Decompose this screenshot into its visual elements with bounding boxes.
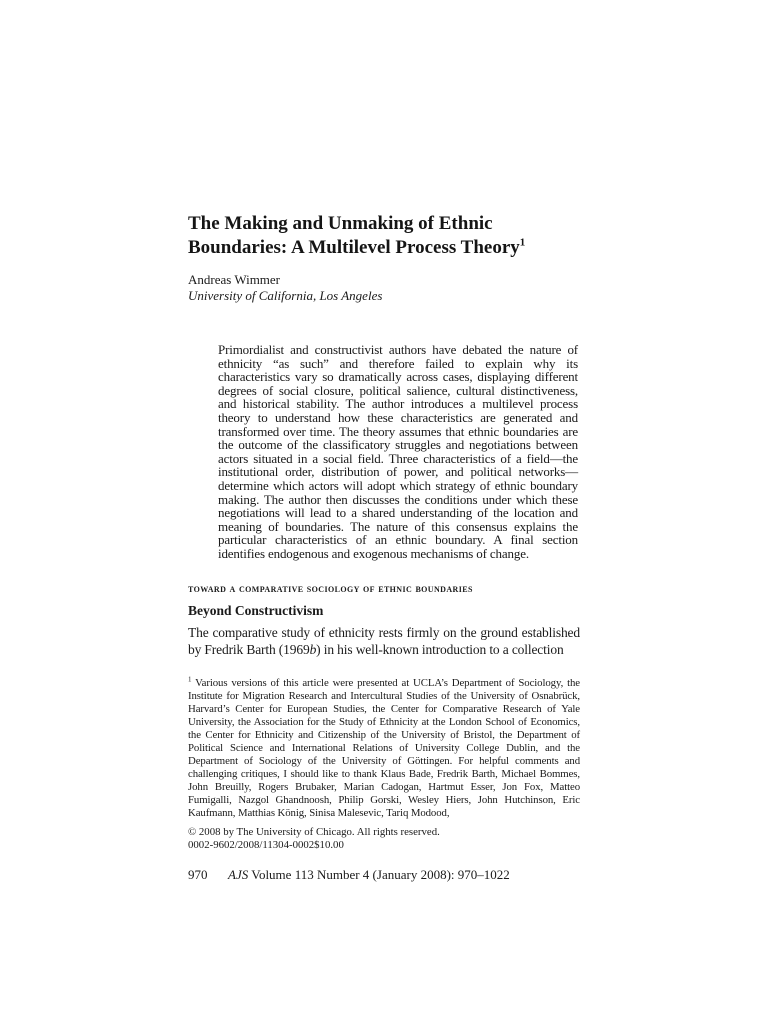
article-code: 0002-9602/2008/11304-0002$10.00	[188, 839, 344, 851]
author-affiliation: University of California, Los Angeles	[188, 288, 383, 303]
body-paragraph	[188, 624, 580, 658]
body-text-end: ) in his well-known introduction to a collection	[316, 642, 564, 657]
page-number: 970	[188, 867, 208, 882]
citation-year-suffix: b	[309, 642, 317, 657]
article-title-text: The Making and Unmaking of Ethnic Boundaries: A Multilevel Process Theory	[188, 213, 520, 258]
journal-citation: Volume 113 Number 4 (January 2008): 970–1022	[251, 867, 510, 882]
author-name: Andreas Wimmer	[188, 272, 281, 287]
copyright-notice: © 2008 by The University of Chicago. All rights reserved.	[188, 826, 440, 838]
footnote-text: Various versions of this article were presented at UCLA’s Department of Sociology, the Institute for Migration Research and Intercultural Studies of the University of Osnabrück, Harvard’s Center for European Studies, the Center for Comparative Research of Yale University, the Association for the Study of Ethnicity at the London School of Economics, the Center for Ethnicity and Citizenship of the University of Bristol, the Department of Political Science and International Relations of University College Dublin, and the Department of Sociology of the University of Göttingen. For helpful comments and challenging critiques, I should like to thank Klaus Bade, Fredrik Barth, Michael Bommes, John Breuilly, Rogers Brubaker, Marian Cadogan, Hartmut Esser, Jon Fox, Matteo Fumigalli, Nazgol Ghandnoosh, Philip Gorski, Wesley Hiers, John Hutchinson, Eric Kaufmann, Matthias König, Sinisa Malesevic, Tariq Modood,	[188, 677, 581, 819]
footnote	[188, 677, 580, 820]
article-title	[188, 212, 588, 260]
citation-year-number: 1969	[283, 642, 310, 657]
body-text-start: The comparative study of ethnicity rests firmly on the ground established by Fredrik Barth (	[188, 625, 580, 657]
journal-name: AJS	[228, 867, 249, 882]
section-heading: toward a comparative sociology of ethnic boundaries	[188, 583, 473, 595]
abstract: Primordialist and constructivist authors have debated the nature of ethnicity “as such” and therefore failed to explain why its characteristics vary so dramatically across cases, displaying different degrees of social closure, political salience, cultural distinctiveness, and historical stability. The author introduces a multilevel process theory to understand how these characteristics are generated and transformed over time. The theory assumes that ethnic boundaries are the outcome of the classificatory struggles and negotiations between actors situated in a social field. Three characteristics of a field—the institutional order, distribution of power, and political networks—determine which actors will adopt which strategy of ethnic boundary making. The author then discusses the conditions under which these negotiations will lead to a shared understanding of the location and meaning of boundaries. The nature of this consensus explains the particular characteristics of an ethnic boundary. A final section identifies endogenous and exogenous mechanisms of change.	[218, 342, 578, 561]
page-footer	[188, 867, 510, 883]
citation-year[interactable]	[283, 642, 316, 657]
footnote-marker: 1	[188, 675, 192, 684]
title-footnote-marker[interactable]: 1	[519, 236, 526, 249]
subsection-heading: Beyond Constructivism	[188, 603, 324, 618]
